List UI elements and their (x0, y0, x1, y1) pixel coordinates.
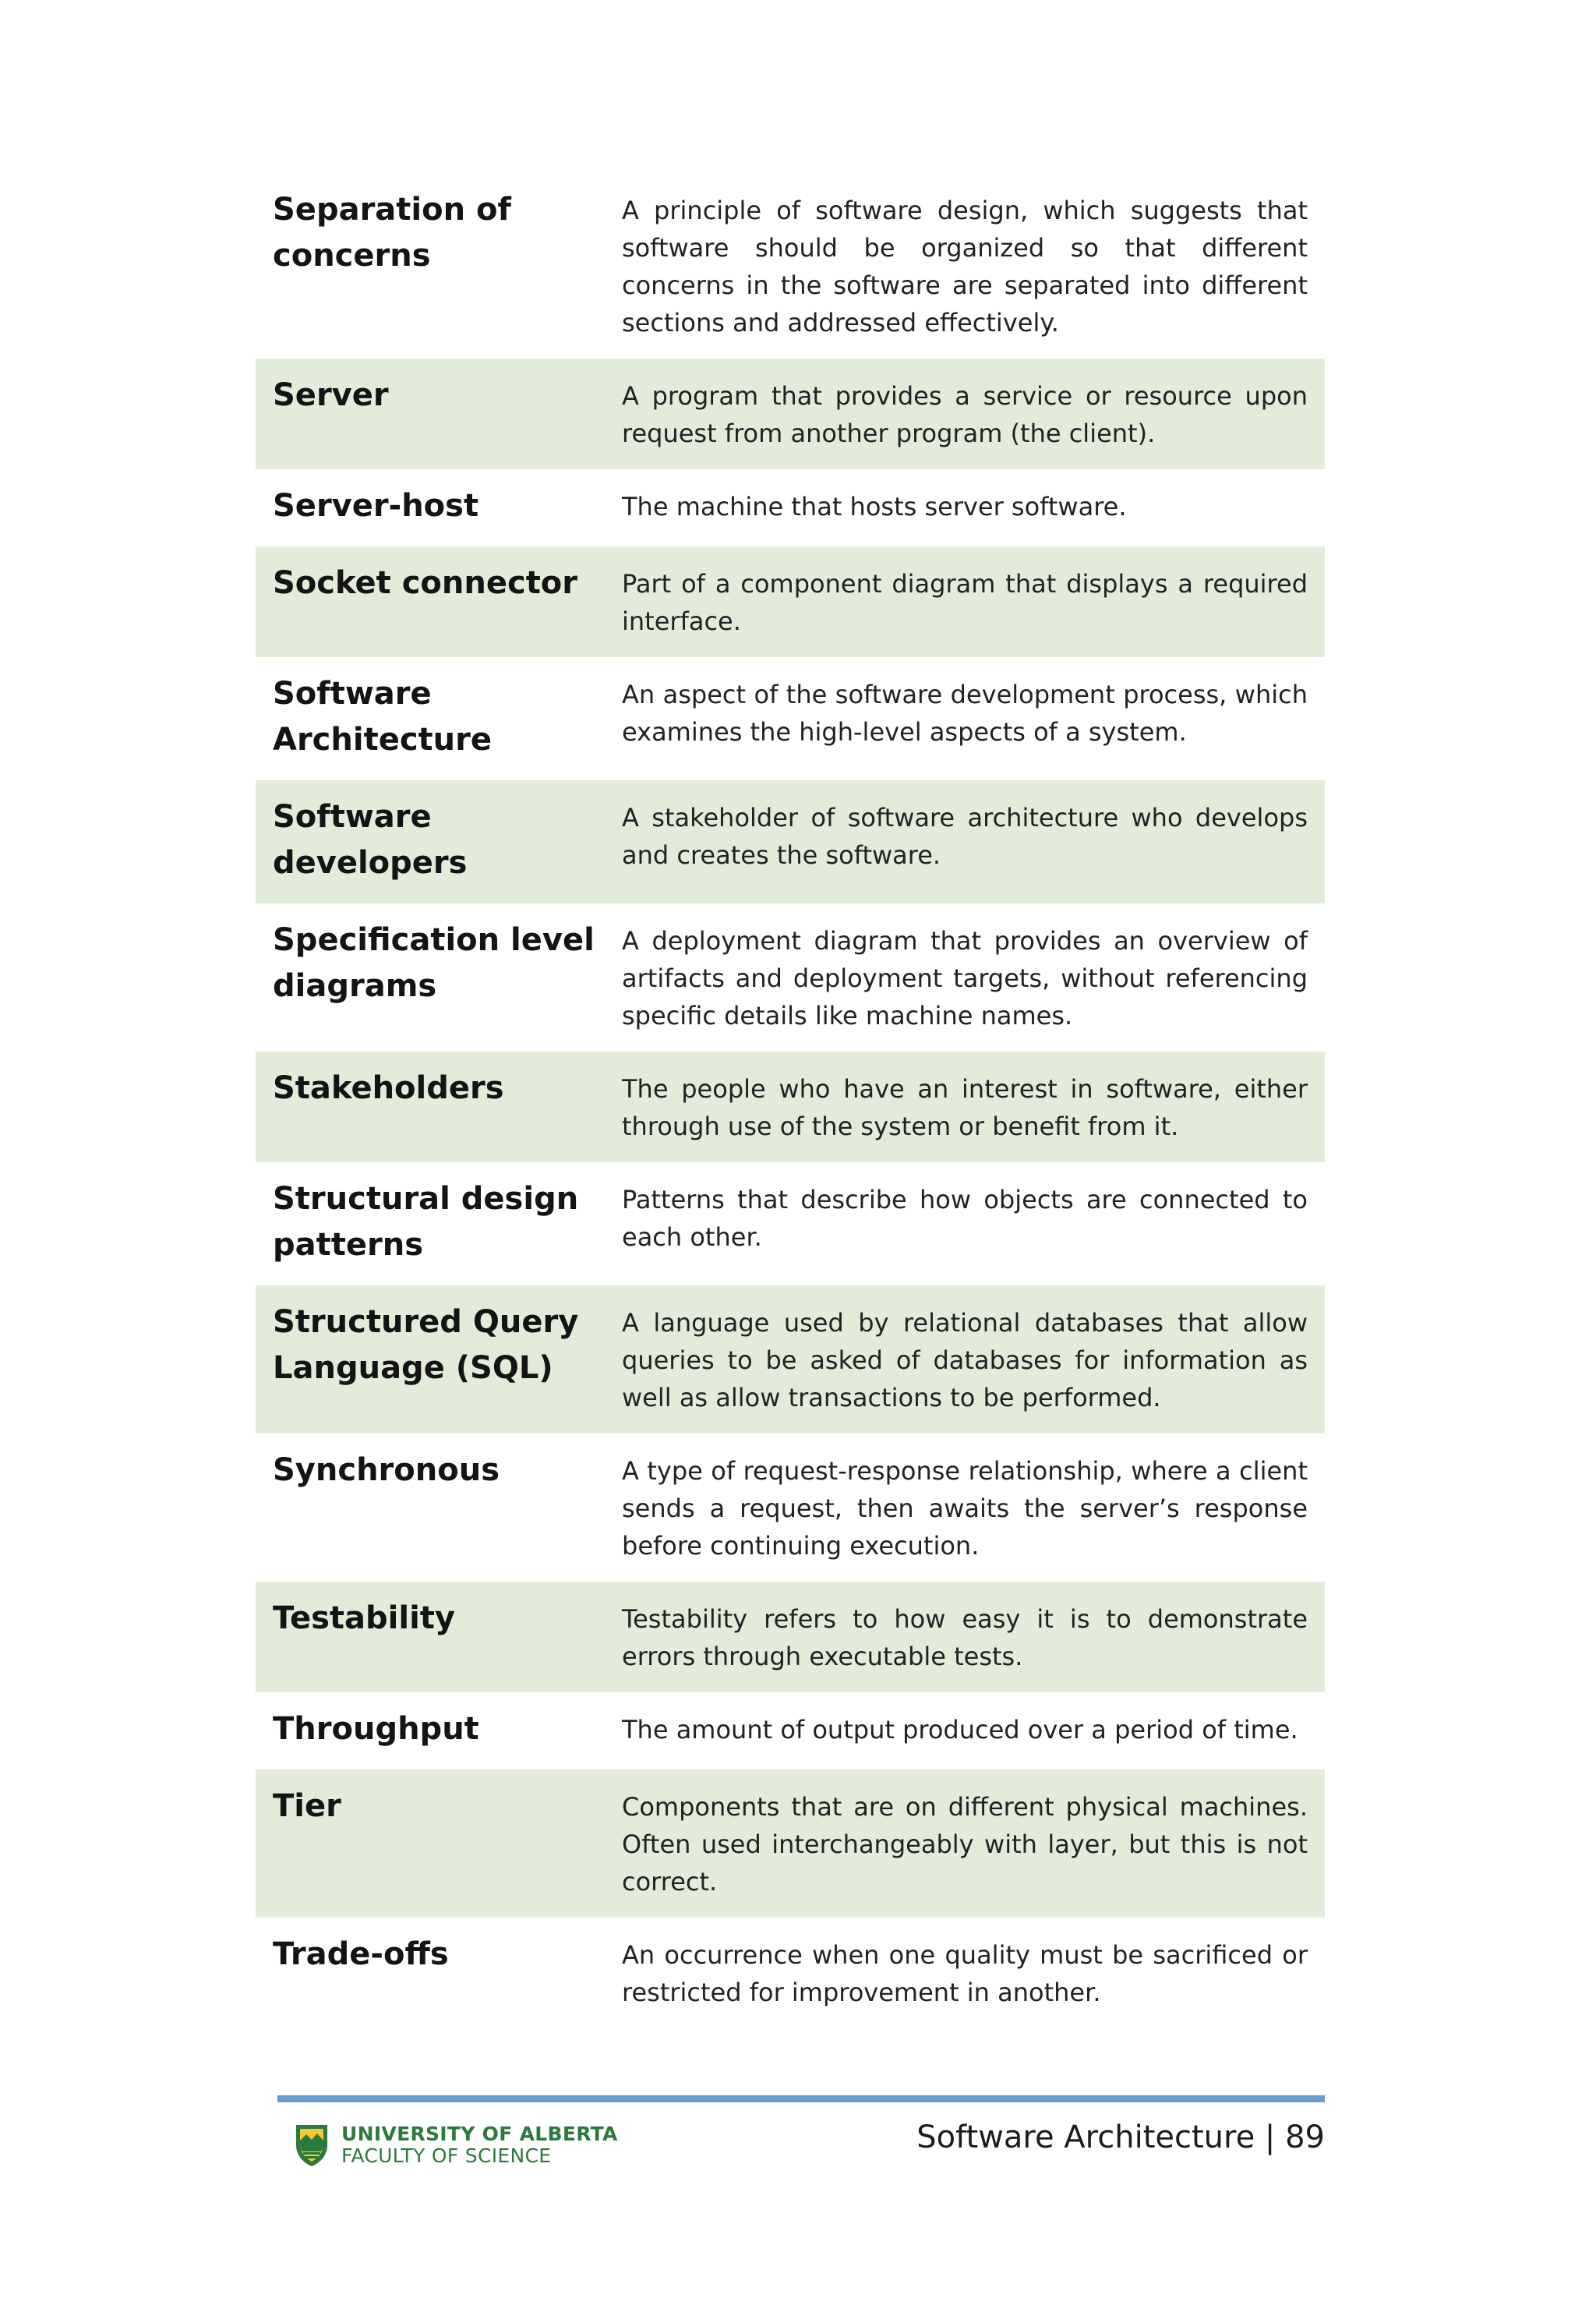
glossary-term: Trade-offs (273, 1936, 449, 1972)
glossary-definition: Part of a component diagram that displays a required interface. (622, 569, 1308, 636)
glossary-row (256, 469, 1325, 546)
glossary-row (256, 1285, 1325, 1434)
glossary-definition: A program that provides a service or resource upon request from another program (the client). (622, 381, 1308, 448)
glossary-row (256, 1692, 1325, 1769)
glossary-table (256, 173, 1325, 2028)
glossary-term: Stakeholders (273, 1070, 504, 1106)
footer-divider (277, 2095, 1325, 2102)
logo-university-name: UNIVERSITY OF ALBERTA (341, 2123, 618, 2145)
glossary-row (256, 1162, 1325, 1285)
logo-text (341, 2123, 618, 2167)
glossary-row (256, 657, 1325, 780)
page-footer-label: Software Architecture | 89 (916, 2119, 1325, 2155)
glossary-definition: A stakeholder of software architecture who develops and creates the software. (622, 803, 1308, 870)
glossary-row (256, 1052, 1325, 1162)
glossary-row (256, 1582, 1325, 1692)
glossary-row (256, 1918, 1325, 2028)
glossary-definition: An occurrence when one quality must be sacrificed or restricted for improvement in another. (622, 1940, 1308, 2007)
glossary-definition: An aspect of the software development process, which examines the high-level aspects of a system. (622, 680, 1308, 747)
glossary-term: Specification level diagrams (273, 922, 595, 1004)
glossary-definition: A principle of software design, which suggests that software should be organized so that different concerns in the software are separated into different sections and addressed effectively. (622, 196, 1308, 338)
glossary-row (256, 546, 1325, 657)
glossary-term: Software Architecture (273, 676, 492, 758)
glossary-term: Structural design patterns (273, 1181, 579, 1263)
glossary-definition: The people who have an interest in software, either through use of the system or benefit from it. (622, 1074, 1308, 1141)
glossary-term: Socket connector (273, 565, 578, 601)
glossary-row (256, 780, 1325, 903)
glossary-row (256, 173, 1325, 359)
glossary-row (256, 359, 1325, 469)
glossary-row (256, 1434, 1325, 1582)
glossary-definition: Components that are on different physical machines. Often used interchangeably with layer, but this is not correct. (622, 1792, 1308, 1897)
glossary-term: Synchronous (273, 1452, 500, 1488)
glossary-row (256, 903, 1325, 1052)
glossary-definition: A language used by relational databases that allow queries to be asked of databases for information as well as allow transactions to be performed. (622, 1308, 1308, 1412)
glossary-definition: The amount of output produced over a period of time. (622, 1715, 1298, 1745)
glossary-term: Throughput (273, 1711, 479, 1747)
university-logo (293, 2122, 618, 2169)
glossary-term: Testability (273, 1600, 455, 1636)
glossary-term: Software developers (273, 799, 468, 881)
glossary-term: Tier (273, 1788, 341, 1824)
glossary-term: Server (273, 377, 389, 413)
glossary-definition: Testability refers to how easy it is to demonstrate errors through executable tests. (622, 1604, 1308, 1671)
glossary-definition: A type of request-response relationship, where a client sends a request, then awaits the server’s response before continuing execution. (622, 1456, 1308, 1561)
glossary-term: Structured Query Language (SQL) (273, 1304, 579, 1386)
logo-faculty-name: FACULTY OF SCIENCE (341, 2144, 552, 2167)
glossary-row (256, 1769, 1325, 1918)
glossary-definition: A deployment diagram that provides an overview of artifacts and deployment targets, without referencing specific details like machine names. (622, 926, 1308, 1031)
glossary-definition: Patterns that describe how objects are connected to each other. (622, 1185, 1308, 1252)
glossary-definition: The machine that hosts server software. (622, 492, 1127, 521)
glossary-term: Separation of concerns (273, 192, 511, 274)
university-crest-icon (293, 2122, 330, 2169)
glossary-term: Server-host (273, 488, 479, 524)
